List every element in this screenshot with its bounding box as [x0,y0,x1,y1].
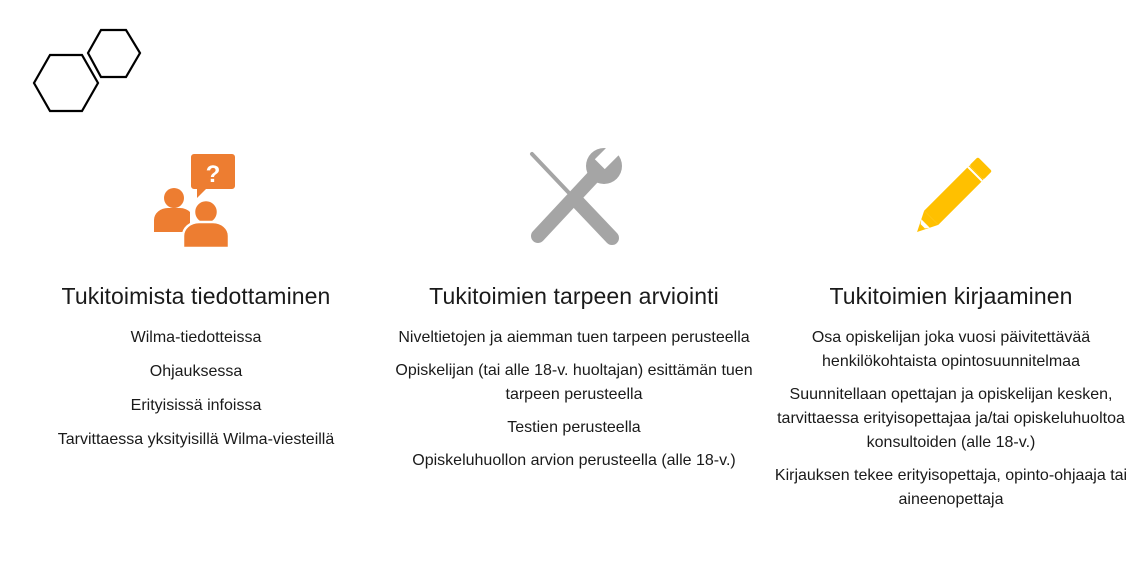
list-item: Tarvittaessa yksityisillä Wilma-viesteillä [57,431,335,448]
people-question-icon [150,148,242,248]
column-tiedottaminen [16,148,376,462]
list-item: Opiskelijan (tai alle 18-v. huoltajan) esittämän tuen tarpeen perusteella [395,362,753,403]
pencil-icon [901,148,1001,248]
item-list [771,326,1128,512]
list-item: Niveltietojen ja aiemman tuen tarpeen perusteella [398,329,750,346]
column-arviointi [394,148,754,482]
tools-icon [524,148,624,248]
column-title: Tukitoimien tarpeen arviointi [429,283,719,309]
item-list [16,326,376,452]
column-title: Tukitoimista tiedottaminen [61,283,331,309]
list-item: Opiskeluhuollon arvion perusteella (alle 18-v.) [412,452,736,469]
item-list [394,326,754,473]
column-kirjaaminen [771,148,1128,521]
list-item: Testien perusteella [507,419,641,436]
svg-text:?: ? [205,161,221,188]
list-item: Suunnitellaan opettajan ja opiskelijan kesken, tarvittaessa erityisopettajaa ja/tai opiskeluhuoltoa konsultoiden (alle 18-v.) [777,386,1125,451]
list-item: Wilma-tiedotteissa [130,329,262,346]
hexagons-logo-icon [30,28,146,118]
list-item: Erityisissä infoissa [130,397,262,414]
list-item: Osa opiskelijan joka vuosi päivitettävää henkilökohtaista opintosuunnitelmaa [811,329,1091,370]
list-item: Kirjauksen tekee erityisopettaja, opinto-ohjaaja tai aineenopettaja [774,467,1128,508]
column-title: Tukitoimien kirjaaminen [829,283,1073,309]
list-item: Ohjauksessa [149,363,243,380]
